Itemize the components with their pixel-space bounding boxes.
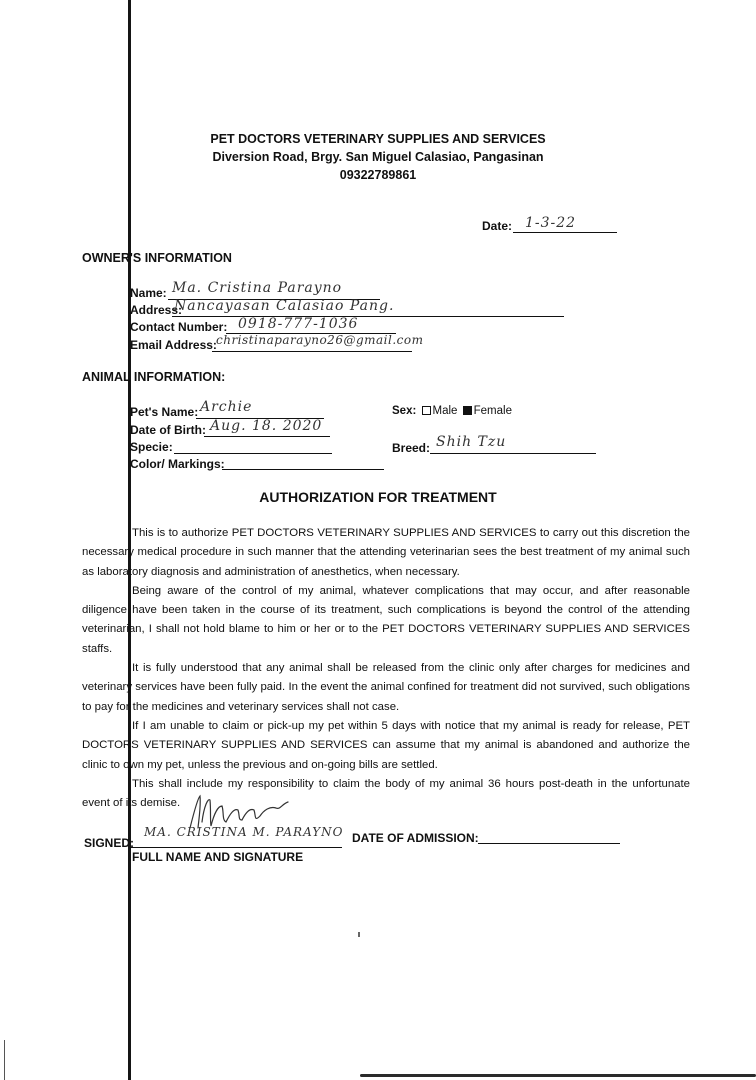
company-name: PET DOCTORS VETERINARY SUPPLIES AND SERVICES [210, 132, 546, 146]
sex-label: Sex: [392, 405, 417, 417]
breed-value[interactable]: Shih Tzu [436, 434, 507, 450]
sex-male-label: Male [432, 405, 458, 417]
admission-line [478, 843, 620, 844]
signed-label: SIGNED: [84, 836, 135, 850]
owner-address-value[interactable]: Nancayasan Calasiao Pang. [174, 298, 395, 314]
admission-label: DATE OF ADMISSION: [352, 831, 479, 845]
company-address: Diversion Road, Brgy. San Miguel Calasiao, Pangasinan [212, 150, 544, 164]
dob-label: Date of Birth: [130, 423, 206, 437]
authorization-body [82, 524, 690, 813]
authorization-paragraph: Being aware of the control of my animal, whatever complications that may occur, and after reasonable diligence have been taken in the course of its treatment, such complications is beyond the control of the attending veterinarian, I shall not hold blame to him or her or to the PET DOCTORS VETERINARY SUPPLIES AND SERVICES staffs. [82, 584, 690, 655]
signature-line [130, 847, 342, 848]
date-label: Date: [482, 219, 513, 233]
sex-male-checkbox[interactable] [422, 406, 431, 415]
breed-line [430, 453, 596, 454]
scan-speck [358, 932, 360, 937]
specie-line [174, 453, 332, 454]
authorization-title: AUTHORIZATION FOR TREATMENT [259, 489, 497, 505]
owner-address-line [172, 316, 564, 317]
signature-printed-name[interactable]: MA. CRISTINA M. PARAYNO [144, 825, 344, 839]
owner-email-label: Email Address: [130, 338, 217, 352]
owner-name-value[interactable]: Ma. Cristina Parayno [172, 280, 343, 296]
owner-address-label: Address: [130, 303, 183, 317]
owner-section-title: OWNER'S INFORMATION [82, 251, 232, 265]
owner-contact-label: Contact Number: [130, 320, 228, 334]
breed-label: Breed: [392, 441, 431, 455]
date-line [513, 232, 617, 233]
sex-female-checkbox[interactable] [463, 406, 472, 415]
dob-line [204, 436, 330, 437]
scan-bottom-edge [360, 1074, 756, 1077]
authorization-paragraph: This is to authorize PET DOCTORS VETERINARY SUPPLIES AND SERVICES to carry out this discretion the necessary medical procedure in such manner that the attending veterinarian sees the best treatment of my animal such as laboratory diagnosis and administration of anesthetics, when necessary. [82, 527, 690, 578]
owner-contact-value[interactable]: 0918-777-1036 [238, 316, 359, 332]
color-line [222, 469, 384, 470]
animal-section-title: ANIMAL INFORMATION: [82, 370, 226, 384]
owner-name-label: Name: [130, 286, 167, 300]
authorization-paragraph: It is fully understood that any animal shall be released from the clinic only after charges for medicines and veterinary services have been fully paid. In the event the animal confined for treatment did not survived, such obligations to pay for the medicines and veterinary services shall not case. [82, 662, 690, 713]
scan-edge-mark [4, 1040, 5, 1080]
color-label: Color/ Markings: [130, 457, 225, 471]
company-phone: 09322789861 [339, 168, 417, 182]
sex-female-label: Female [473, 405, 512, 417]
signature-caption: FULL NAME AND SIGNATURE [132, 850, 304, 864]
owner-email-line [212, 351, 412, 352]
sex-field [392, 405, 512, 417]
specie-label: Specie: [130, 440, 173, 454]
authorization-paragraph: This shall include my responsibility to claim the body of my animal 36 hours post-death in the unfortunate event of its demise. [82, 777, 690, 810]
owner-email-value[interactable]: christinaparayno26@gmail.com [216, 333, 424, 347]
dob-value[interactable]: Aug. 18. 2020 [210, 418, 323, 434]
pet-name-label: Pet's Name: [130, 405, 199, 419]
authorization-paragraph: If I am unable to claim or pick-up my pet within 5 days with notice that my animal is ready for release, PET DOCTORS VETERINARY SUPPLIES AND SERVICES can assume that my animal is abandoned and authorize the clinic to own my pet, unless the previous and on-going bills are settled. [82, 719, 690, 771]
pet-name-value[interactable]: Archie [200, 399, 253, 415]
date-value[interactable]: 1-3-22 [525, 215, 577, 231]
